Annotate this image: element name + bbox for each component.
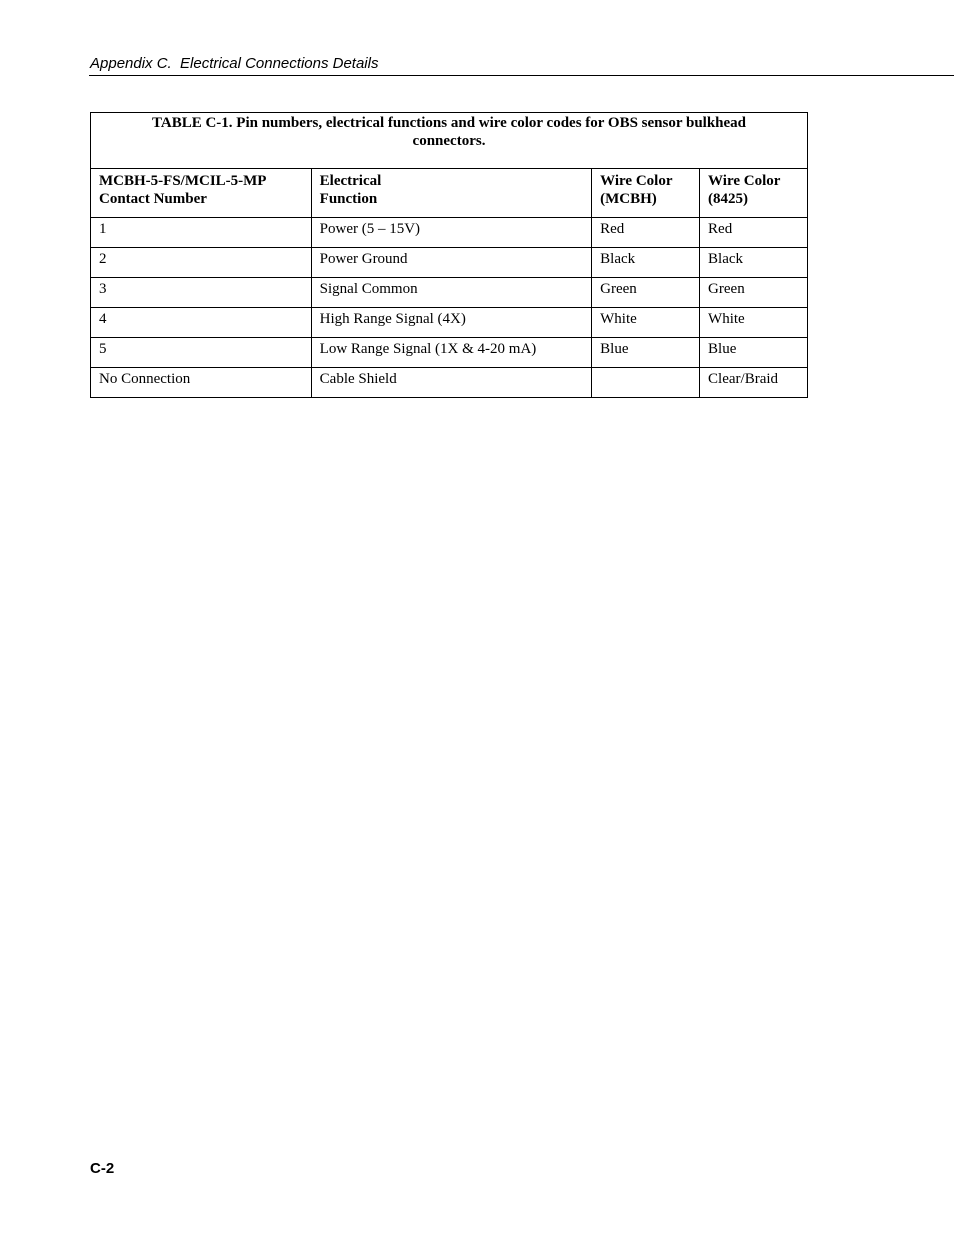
cell-contact-number: 2: [91, 248, 312, 278]
column-header-line: Function: [319, 191, 378, 207]
column-header-line: (8425): [708, 191, 749, 207]
table-row: [91, 248, 808, 278]
cell-contact-number: 4: [91, 308, 312, 338]
cell-electrical-function: Cable Shield: [311, 368, 591, 398]
header-divider: [89, 75, 954, 76]
column-header-line: Contact Number: [99, 191, 207, 207]
cell-contact-number: 3: [91, 278, 312, 308]
page-number: C-2: [90, 1160, 115, 1177]
running-header: Appendix C. Electrical Connections Details: [90, 55, 379, 72]
cell-contact-number: 1: [91, 218, 312, 248]
cell-electrical-function: Signal Common: [311, 278, 591, 308]
column-header-line: Wire Color: [600, 173, 673, 189]
table-row: [91, 338, 808, 368]
table-caption-row: [91, 113, 808, 169]
column-header-electrical-function: [311, 169, 591, 218]
cell-electrical-function: Power (5 – 15V): [311, 218, 591, 248]
cell-contact-number: 5: [91, 338, 312, 368]
cell-wire-color-mcbh: [592, 368, 700, 398]
cell-wire-color-mcbh: Blue: [592, 338, 700, 368]
column-header-wire-color-8425: [700, 169, 808, 218]
column-header-line: Electrical: [319, 173, 382, 189]
table-header-row: [91, 169, 808, 218]
table-caption-cell: [91, 113, 808, 169]
column-header-line: Wire Color: [708, 173, 781, 189]
cell-electrical-function: High Range Signal (4X): [311, 308, 591, 338]
cell-wire-color-8425: White: [700, 308, 808, 338]
cell-wire-color-mcbh: White: [592, 308, 700, 338]
cell-electrical-function: Low Range Signal (1X & 4-20 mA): [311, 338, 591, 368]
table-caption: TABLE C-1. Pin numbers, electrical functions and wire color codes for OBS sensor bulkhead connectors.: [151, 115, 747, 149]
cell-electrical-function: Power Ground: [311, 248, 591, 278]
table-row: [91, 218, 808, 248]
column-header-wire-color-mcbh: [592, 169, 700, 218]
column-header-line: (MCBH): [600, 191, 657, 207]
cell-wire-color-8425: Red: [700, 218, 808, 248]
cell-wire-color-8425: Green: [700, 278, 808, 308]
cell-wire-color-8425: Blue: [700, 338, 808, 368]
cell-wire-color-mcbh: Red: [592, 218, 700, 248]
table-row: [91, 278, 808, 308]
column-header-contact-number: [91, 169, 312, 218]
cell-wire-color-8425: Clear/Braid: [700, 368, 808, 398]
pin-function-table: [90, 112, 808, 398]
table-row: [91, 308, 808, 338]
cell-wire-color-mcbh: Black: [592, 248, 700, 278]
column-header-line: MCBH-5-FS/MCIL-5-MP: [99, 173, 267, 189]
cell-wire-color-mcbh: Green: [592, 278, 700, 308]
table-row: [91, 368, 808, 398]
cell-contact-number: No Connection: [91, 368, 312, 398]
cell-wire-color-8425: Black: [700, 248, 808, 278]
